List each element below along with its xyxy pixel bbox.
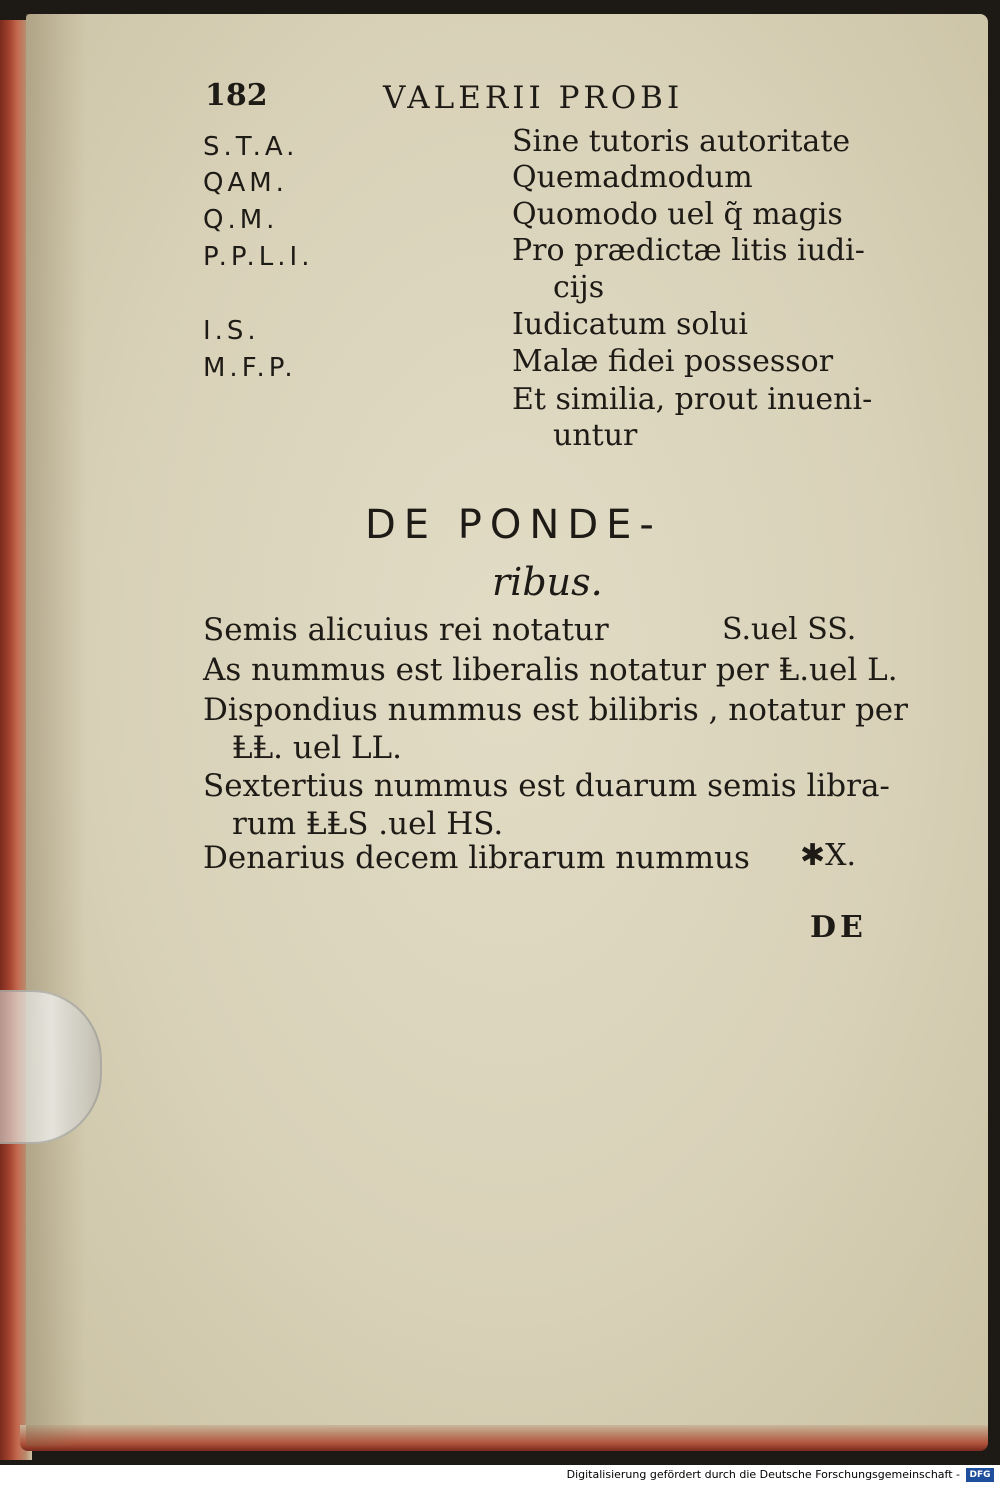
weight-notation: S.uel SS. <box>722 612 857 647</box>
page-bottom-edge <box>20 1425 988 1451</box>
footer-credit: Digitalisierung gefördert durch die Deutsche Forschungsgemeinschaft - <box>566 1468 960 1481</box>
expansion: Pro prædictæ litis iudi- <box>512 233 865 268</box>
expansion: Malæ fidei possessor <box>512 344 834 379</box>
expansion: Sine tutoris autoritate <box>512 124 851 159</box>
weight-line: Denarius decem librarum nummus <box>203 840 750 876</box>
weight-line: As nummus est liberalis notatur per Ⱡ.uel L. <box>203 652 898 688</box>
abbreviation: QAM. <box>203 168 288 198</box>
abbreviation: S.T.A. <box>203 132 299 162</box>
running-title: VALERII PROBI <box>383 80 684 116</box>
weight-line: Sextertius nummus est duarum semis libra- <box>203 768 890 804</box>
weight-line: Semis alicuius rei notatur <box>203 612 609 648</box>
page-number: 182 <box>205 78 268 113</box>
catchword: DE <box>810 910 867 945</box>
abbreviation: P.P.L.I. <box>203 242 314 272</box>
abbreviation: I.S. <box>203 316 260 346</box>
expansion: Quomodo uel q̃ magis <box>512 197 843 232</box>
weight-line-continuation: ⱠⱠ. uel LL. <box>232 730 402 766</box>
abbreviation: Q.M. <box>203 205 279 235</box>
expansion: Quemadmodum <box>512 160 753 195</box>
expansion-continuation: cijs <box>553 270 605 305</box>
closing-line-continuation: untur <box>553 418 638 453</box>
gutter-shadow <box>26 14 86 1446</box>
dfg-logo: DFG <box>966 1468 994 1482</box>
closing-line: Et similia, prout inueni- <box>512 382 873 417</box>
expansion: Iudicatum solui <box>512 307 748 342</box>
section-heading-continuation: ribus. <box>492 560 603 604</box>
section-heading: DE PONDE- <box>365 502 662 548</box>
page-leaf <box>26 14 988 1446</box>
abbreviation: M.F.P. <box>203 353 297 383</box>
weight-line: Dispondius nummus est bilibris , notatur per <box>203 692 908 728</box>
weight-notation: ✱X. <box>800 838 857 873</box>
weight-line-continuation: rum ⱠⱠS .uel HS. <box>232 806 504 842</box>
